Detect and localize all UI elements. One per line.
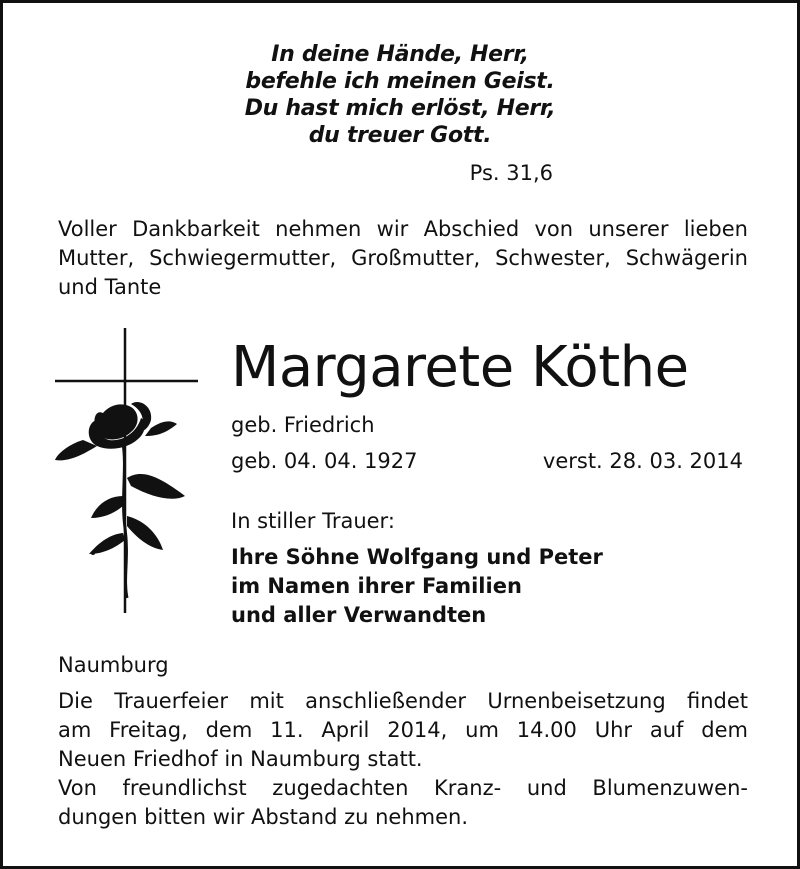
details-line: am Freitag, dem 11. April 2014, um 14.00 Uhr auf dem (58, 718, 748, 742)
mourning-label: In stiller Trauer: (231, 509, 395, 533)
verse-line: befehle ich meinen Geist. (245, 69, 555, 94)
verse-line: Du hast mich erlöst, Herr, (244, 96, 556, 121)
mourner-line: Ihre Söhne Wolfgang und Peter (231, 545, 603, 569)
details-line: dungen bitten wir Abstand zu nehmen. (58, 805, 469, 829)
place-name: Naumburg (58, 653, 169, 677)
bible-verse (3, 41, 797, 149)
birth-date: geb. 04. 04. 1927 (231, 449, 418, 473)
cross-with-rose-icon (53, 328, 203, 618)
verse-reference: Ps. 31,6 (469, 161, 553, 185)
verse-line: In deine Hände, Herr, (271, 42, 529, 67)
details-line: Die Trauerfeier mit anschließender Urnenbeisetzung findet (58, 689, 748, 713)
details-line: Von freundlichst zugedachten Kranz- und Blumenzuwen- (58, 776, 748, 800)
funeral-details (58, 687, 748, 832)
mourners-list (231, 543, 603, 630)
mourner-line: im Namen ihrer Familien (231, 574, 522, 598)
deceased-name: Margarete Köthe (231, 335, 689, 400)
death-date: verst. 28. 03. 2014 (542, 449, 743, 473)
verse-line: du treuer Gott. (308, 123, 492, 148)
maiden-name: geb. Friedrich (231, 413, 375, 437)
mourner-line: und aller Verwandten (231, 603, 487, 627)
intro-text: Voller Dankbarkeit nehmen wir Abschied von unserer lieben Mutter, Schwiegermutter, Großmutter, Schwester, Schwägerin und Tante (58, 217, 748, 299)
details-line: Neuen Friedhof in Naumburg statt. (58, 747, 423, 771)
